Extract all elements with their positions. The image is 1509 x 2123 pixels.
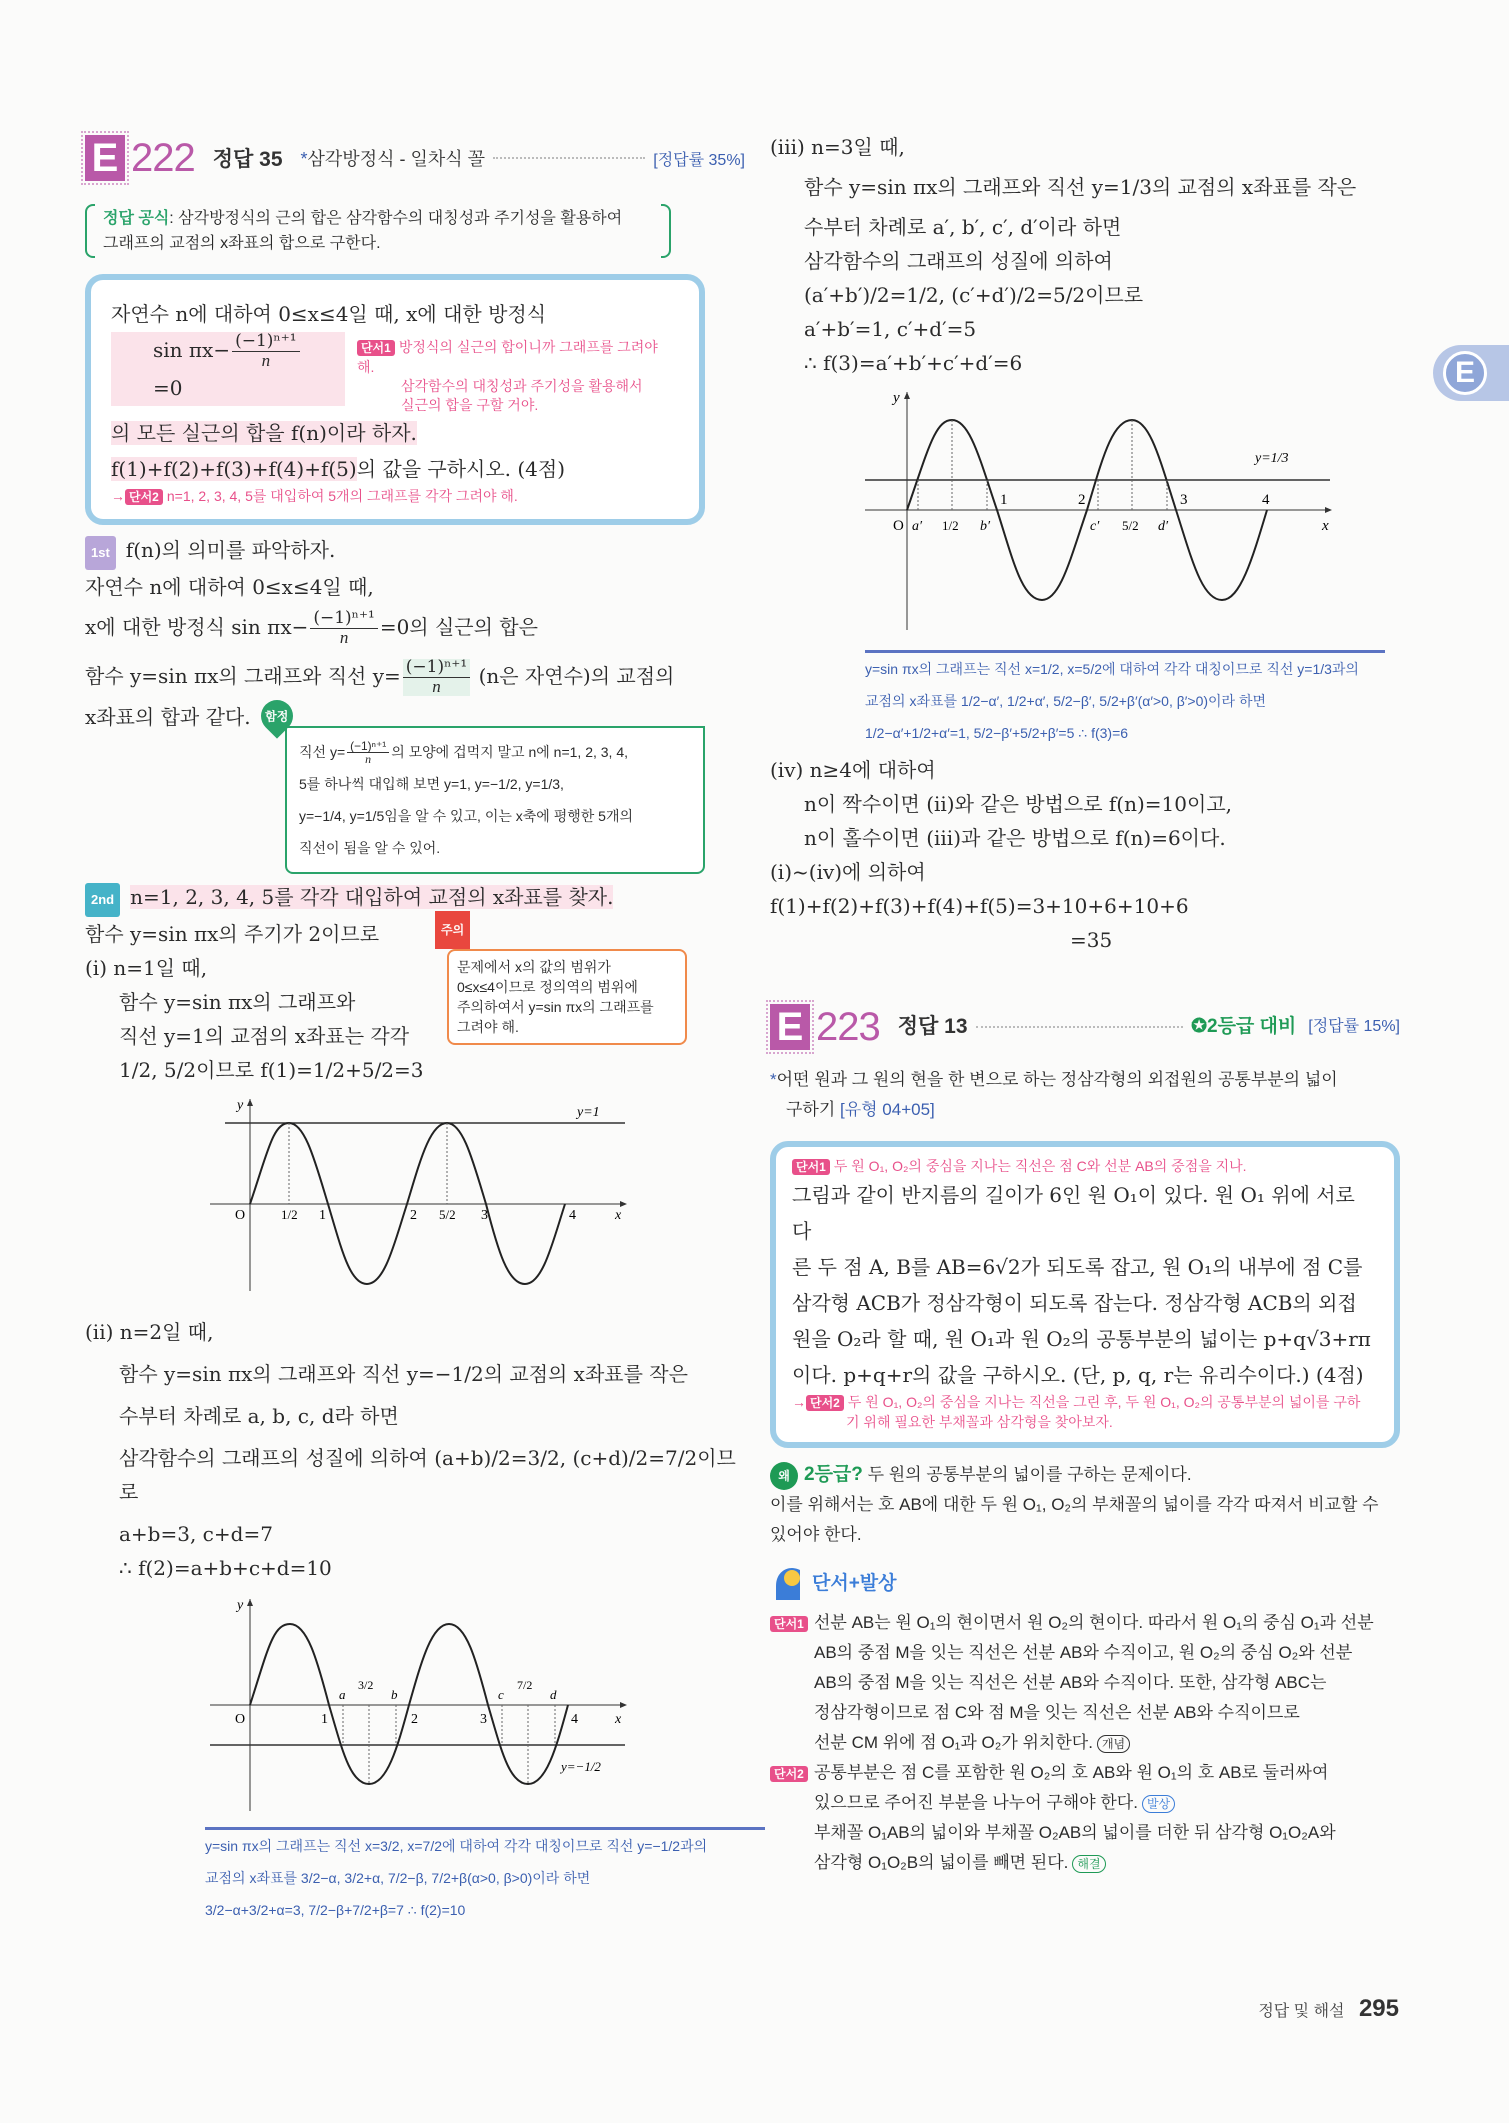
trap-line: 직선 y= xyxy=(299,743,346,760)
clue-title: 단서+발상 xyxy=(812,1573,897,1594)
explanation-line: 교점의 x좌표를 1/2−α′, 1/2+α′, 5/2−β′, 5/2+β′(α′>0, β′>0)이라 하면 xyxy=(865,693,1267,709)
left-column xyxy=(85,130,745,1926)
clue-line: 부채꼴 O₁AB의 넓이와 부채꼴 O₂AB의 넓이를 더한 뒤 삼각형 O₁O₂A와 xyxy=(814,1823,1336,1842)
tick-label: 1 xyxy=(1000,492,1008,508)
step-1-line: x에 대한 방정식 sin πx− xyxy=(85,615,309,639)
problem-line: 삼각형 ACB가 정삼각형이 되도록 잡는다. 정삼각형 ACB의 외접 xyxy=(792,1291,1357,1315)
case-3-explanation xyxy=(865,650,1385,749)
x-axis-label: x xyxy=(615,1711,622,1727)
trap-line: 의 모양에 겁먹지 말고 n에 n=1, 2, 3, 4, xyxy=(391,743,628,760)
problem-badge: E xyxy=(85,135,125,181)
case-3-line: a′+b′=1, c′+d′=5 xyxy=(804,317,977,341)
tick-label: 2 xyxy=(411,1711,418,1727)
case-4-line: n이 홀수이면 (iii)과 같은 방법으로 f(n)=6이다. xyxy=(804,826,1226,850)
tick-label: a′ xyxy=(912,519,923,534)
clue-line: 있으므로 주어진 부분을 나누어 구해야 한다. xyxy=(814,1793,1138,1812)
frac-den: n xyxy=(339,628,349,647)
answer-label: 정답 13 xyxy=(897,1015,968,1038)
case-3-line: 삼각함수의 그래프의 성질에 의하여 xyxy=(804,249,1113,273)
problem-line: 원을 O₂라 할 때, 원 O₁과 원 O₂의 공통부분의 넓이는 p+q√3+rπ xyxy=(792,1327,1371,1351)
origin-label: O xyxy=(893,518,904,534)
tick-label: 1/2 xyxy=(942,518,959,533)
tick-label: b′ xyxy=(980,519,991,534)
why-text: 있어야 한다. xyxy=(770,1525,862,1544)
type-ref-link[interactable]: [유형 04+05] xyxy=(840,1100,935,1119)
y-axis-label: y xyxy=(893,390,900,406)
caution-line: 주의하여서 y=sin πx의 그래프를 xyxy=(457,998,654,1015)
tick-label: 4 xyxy=(569,1207,576,1223)
clue-1-tag: 단서1 xyxy=(770,1616,808,1632)
tick-label: 3/2 xyxy=(358,1677,374,1692)
eq-fraction xyxy=(232,333,299,370)
problem-line-1: 자연수 n에 대하여 0≤x≤4일 때, x에 대한 방정식 xyxy=(111,302,547,326)
hint-2-text: n=1, 2, 3, 4, 5를 대입하여 5개의 그래프를 각각 그려야 해. xyxy=(166,488,518,504)
hint-1 xyxy=(357,332,679,415)
page-footer xyxy=(1258,1995,1399,2023)
step-1-line: (n은 자연수)의 교점의 xyxy=(472,663,675,688)
case-2-line: 삼각함수의 그래프의 성질에 의하여 (a+b)/2=3/2, (c+d)/2=7/2이므로 xyxy=(119,1445,736,1504)
eq-lhs: sin πx− xyxy=(153,338,231,362)
graph-n2 xyxy=(205,1589,645,1819)
tick-label: 5/2 xyxy=(1122,518,1139,533)
step-1 xyxy=(85,533,745,874)
eq-rhs: =0 xyxy=(153,375,183,400)
trap-tag: 함정 xyxy=(265,708,289,723)
clue-line: 선분 CM 위에 점 O₁과 O₂가 위치한다. xyxy=(814,1733,1093,1752)
case-3-head: (iii) n=3일 때, xyxy=(770,135,905,159)
explanation-line: 1/2−α′+1/2+α′=1, 5/2−β′+5/2+β′=5 ∴ f(3)=6 xyxy=(865,725,1129,741)
dotted-leader xyxy=(493,157,645,159)
explanation-line: y=sin πx의 그래프는 직선 x=3/2, x=7/2에 대하여 각각 대칭이므로 직선 y=−1/2과의 xyxy=(205,1837,708,1854)
hint-2-tag: 단서2 xyxy=(806,1395,844,1411)
formula-label: 정답 공식 xyxy=(103,210,170,227)
explanation-line: 3/2−α+3/2+α=3, 7/2−β+7/2+β=7 ∴ f(2)=10 xyxy=(205,1901,466,1918)
idea-tag: 발상 xyxy=(1142,1795,1175,1813)
problem-line: 이다. p+q+r의 값을 구하시오. (단, p, q, r는 유리수이다.) (4점) xyxy=(792,1363,1364,1387)
tick-label: 3 xyxy=(481,1207,488,1223)
why-title: 2등급? xyxy=(804,1464,863,1485)
y-axis-label: y xyxy=(237,1597,244,1613)
problem-number: 222 xyxy=(131,135,195,180)
hint-1-text: 두 원 O₁, O₂의 중심을 지나는 직선은 점 C와 선분 AB의 중점을 지나. xyxy=(833,1158,1247,1174)
case-3-line: (a′+b′)/2=1/2, (c′+d′)/2=5/2이므로 xyxy=(804,283,1144,307)
page-number: 295 xyxy=(1358,1995,1399,2022)
summary-text: 구하기 xyxy=(786,1100,836,1119)
explanation-line: 교점의 x좌표를 3/2−α, 3/2+α, 7/2−β, 7/2+β(α>0, β>0)이라 하면 xyxy=(205,1869,591,1886)
problem-sum-expression: f(1)+f(2)+f(3)+f(4)+f(5) xyxy=(111,457,357,481)
why-text: 이를 위해서는 호 AB에 대한 두 원 O₁, O₂의 부채꼴의 넓이를 각각 따져서 비교할 수 xyxy=(770,1495,1379,1514)
problem-223-summary xyxy=(770,1065,1400,1125)
hint-2-text: 기 위해 필요한 부채꼴과 삼각형을 찾아보자. xyxy=(846,1414,1113,1430)
tick-label: 1 xyxy=(321,1711,328,1727)
why-grade-2 xyxy=(770,1460,1400,1550)
star-icon: * xyxy=(300,149,308,169)
clue-line: 선분 AB는 원 O₁의 현이면서 원 O₂의 현이다. 따라서 원 O₁의 중심 O₁과 선분 xyxy=(814,1613,1374,1632)
tick-label: c xyxy=(498,1686,504,1702)
lightbulb-head-icon xyxy=(770,1566,804,1602)
case-1-line: 1/2, 5/2이므로 f(1)=1/2+5/2=3 xyxy=(119,1057,424,1082)
section-tab-e[interactable] xyxy=(1433,345,1509,401)
case-1-head: (i) n=1일 때, xyxy=(85,955,208,980)
concept-tag: 개념 xyxy=(1097,1735,1130,1753)
case-2-line: a+b=3, c+d=7 xyxy=(119,1521,273,1546)
tick-label: 7/2 xyxy=(517,1677,533,1692)
footer-label: 정답 및 해설 xyxy=(1258,2003,1345,2020)
graph-n1 xyxy=(205,1091,645,1291)
why-badge-icon: 왜 xyxy=(770,1462,798,1490)
formula-text-2: 그래프의 교점의 x좌표의 합으로 구한다. xyxy=(103,235,381,252)
caution-flag: 주의 xyxy=(435,911,470,949)
caution-line: 0≤x≤4이므로 정의역의 범위에 xyxy=(457,978,638,995)
why-text: 두 원의 공통부분의 넓이를 구하는 문제이다. xyxy=(862,1465,1192,1484)
x-axis-label: x xyxy=(615,1207,622,1223)
graph-n3 xyxy=(860,380,1340,640)
tick-label: b xyxy=(391,1686,398,1702)
trap-line: 직선이 됨을 알 수 있어. xyxy=(299,839,441,856)
frac-num: (−1)ⁿ⁺¹ xyxy=(310,610,377,629)
case-2-line: 수부터 차례로 a, b, c, d라 하면 xyxy=(119,1403,399,1428)
line-label: y=1/3 xyxy=(1255,451,1289,466)
problem-number: 223 xyxy=(816,1005,880,1049)
trap-callout xyxy=(285,726,705,874)
tick-label: 1/2 xyxy=(281,1206,298,1222)
eq-den: n xyxy=(261,351,271,370)
tick-label: 1 xyxy=(319,1207,326,1223)
case-2-line: 함수 y=sin πx의 그래프와 직선 y=−1/2의 교점의 x좌표를 작은 xyxy=(119,1361,688,1386)
clue-line: AB의 중점 M을 잇는 직선은 선분 AB와 수직이고, 원 O₂의 중심 O₂와 선분 xyxy=(814,1643,1353,1662)
answer-formula-box xyxy=(85,204,685,258)
x-axis-label: x xyxy=(1322,518,1329,534)
tick-label: 3 xyxy=(480,1711,487,1727)
problem-line: 른 두 점 A, B를 AB=6√2가 되도록 잡고, 원 O₁의 내부에 점 C를 xyxy=(792,1255,1363,1279)
problem-line-4-tail: 의 값을 구하시오. (4점) xyxy=(356,457,566,481)
step-1-line: x좌표의 합과 같다. xyxy=(85,704,251,729)
clue-2-tag: 단서2 xyxy=(770,1766,808,1782)
frac-num: (−1)ⁿ⁺¹ xyxy=(403,659,470,678)
star-icon: * xyxy=(770,1070,777,1089)
hint-1-line: 삼각함수의 대칭성과 주기성을 활용해서 xyxy=(400,378,643,394)
step-1-title: f(n)의 의미를 파악하자. xyxy=(125,538,336,562)
case-3-line: 수부터 차례로 a′, b′, c′, d′이라 하면 xyxy=(804,215,1122,239)
step-1-line: 함수 y=sin πx의 그래프와 직선 y= xyxy=(85,663,401,688)
origin-label: O xyxy=(235,1711,246,1727)
caution-callout xyxy=(447,949,687,1045)
tick-label: c′ xyxy=(1090,519,1100,534)
problem-line-3: 의 모든 실근의 합을 f(n)이라 하자. xyxy=(111,421,417,445)
line-label: y=−1/2 xyxy=(561,1758,601,1774)
hint-1-tag: 단서1 xyxy=(792,1159,830,1175)
tick-label: 3 xyxy=(1180,492,1188,508)
hint-2: → 단서2 n=1, 2, 3, 4, 5를 대입하여 5개의 그래프를 각각 그려야 해. xyxy=(111,488,518,504)
tick-label: 5/2 xyxy=(439,1206,456,1222)
y-axis-label: y xyxy=(237,1097,244,1113)
topic-text: 삼각방정식 - 일차식 꼴 xyxy=(307,149,486,169)
step-2-tag: 2nd xyxy=(85,883,120,917)
right-column xyxy=(770,130,1400,1878)
step-1-line: =0의 실근의 합은 xyxy=(379,615,538,639)
trap-line: y=−1/4, y=1/5임을 알 수 있고, 이는 x축에 평행한 5개의 xyxy=(299,807,633,824)
hint-1-line: 실근의 합을 구할 거야. xyxy=(400,397,539,413)
clue-line: AB의 중점 M을 잇는 직선은 선분 AB와 수직이다. 또한, 삼각형 ABC는 xyxy=(814,1673,1327,1692)
step-1-line: 자연수 n에 대하여 0≤x≤4일 때, xyxy=(85,575,374,599)
clue-line: 삼각형 O₁O₂B의 넓이를 빼면 된다. xyxy=(814,1853,1069,1872)
hint-2-text: 두 원 O₁, O₂의 중심을 지나는 직선을 그린 후, 두 원 O₁, O₂의 공통부분의 넓이를 구하 xyxy=(847,1394,1361,1410)
clue-line: 정삼각형이므로 점 C와 점 M을 잇는 직선은 선분 AB와 수직이므로 xyxy=(814,1703,1300,1722)
problem-line: 그림과 같이 반지름의 길이가 6인 원 O₁이 있다. 원 O₁ 위에 서로 다 xyxy=(792,1183,1355,1243)
eq-num: (−1)ⁿ⁺¹ xyxy=(232,333,299,352)
case-3-line: ∴ f(3)=a′+b′+c′+d′=6 xyxy=(804,351,1023,375)
step-2-title: n=1, 2, 3, 4, 5를 각각 대입하여 교점의 x좌표를 찾자. xyxy=(130,884,614,909)
tick-label: 4 xyxy=(571,1711,578,1727)
topic-label xyxy=(301,145,486,171)
trap-line: 5를 하나씩 대입해 보면 y=1, y=−1/2, y=1/3, xyxy=(299,775,564,792)
frac-num: (−1)ⁿ⁺¹ xyxy=(347,740,389,754)
step-1-tag: 1st xyxy=(85,536,116,570)
step-2-line: 함수 y=sin πx의 주기가 2이므로 xyxy=(85,921,380,946)
dotted-leader xyxy=(976,1026,1184,1028)
problem-223-header xyxy=(770,999,1400,1055)
hint-1-line: 방정식의 실근의 합이니까 그래프를 그려야 해. xyxy=(356,339,658,375)
case-4-line: n이 짝수이면 (ii)와 같은 방법으로 f(n)=10이고, xyxy=(804,792,1232,816)
hint-1-tag: 단서1 xyxy=(357,340,395,356)
case-2-line: ∴ f(2)=a+b+c+d=10 xyxy=(119,1555,332,1580)
correct-rate: [정답률 35%] xyxy=(653,151,745,169)
correct-rate: [정답률 15%] xyxy=(1308,1018,1400,1035)
solve-tag: 해결 xyxy=(1072,1855,1105,1873)
tick-label: a xyxy=(339,1686,346,1702)
case-2-explanation xyxy=(205,1827,765,1926)
problem-badge: E xyxy=(770,1004,810,1050)
hint-2-tag: 단서2 xyxy=(125,489,163,505)
summary-text: 어떤 원과 그 원의 현을 한 변으로 하는 정삼각형의 외접원의 공통부분의 넓이 xyxy=(776,1070,1338,1089)
caution-note xyxy=(435,910,687,1045)
conclusion-result: =35 xyxy=(1070,928,1113,952)
tick-label: 2 xyxy=(1078,492,1086,508)
clue-line: 공통부분은 점 C를 포함한 원 O₂의 호 AB와 원 O₁의 호 AB로 둘러싸여 xyxy=(814,1763,1329,1782)
case-3-line: 함수 y=sin πx의 그래프와 직선 y=1/3의 교점의 x좌표를 작은 xyxy=(804,175,1357,199)
clue-idea-header xyxy=(770,1566,1400,1602)
frac-den: n xyxy=(432,676,441,696)
caution-line: 문제에서 x의 값의 범위가 xyxy=(457,958,611,975)
tick-label: 2 xyxy=(410,1207,417,1223)
section-e-icon: E xyxy=(1443,351,1487,395)
answer-label: 정답 35 xyxy=(212,148,283,171)
origin-label: O xyxy=(235,1207,246,1223)
tick-label: d′ xyxy=(1158,519,1169,534)
conclusion-line: (i)~(iv)에 의하여 xyxy=(770,860,926,884)
step-2 xyxy=(85,880,745,1926)
problem-222-box xyxy=(85,274,705,525)
tick-label: d xyxy=(550,1686,557,1702)
conclusion-line: f(1)+f(2)+f(3)+f(4)+f(5)=3+10+6+10+6 xyxy=(770,894,1189,918)
explanation-line: y=sin πx의 그래프는 직선 x=1/2, x=5/2에 대하여 각각 대칭이므로 직선 y=1/3과의 xyxy=(865,661,1359,677)
case-1-line: 직선 y=1의 교점의 x좌표는 각각 xyxy=(119,1023,410,1048)
tick-label: 4 xyxy=(1262,492,1270,508)
grade-label: ✪2등급 대비 xyxy=(1191,1016,1297,1037)
frac-den: n xyxy=(365,752,372,767)
case-4-head: (iv) n≥4에 대하여 xyxy=(770,758,936,782)
problem-223-box: 단서1 두 원 O₁, O₂의 중심을 지나는 직선은 점 C와 선분 AB의 중점을 지나. 그림과 같이 반지름의 길이가 6인 원 O₁이 있다. 원 O₁ 위에 서로 다 른 두 점 A, B를 AB=6√2가 되도록 잡고, 원 O₁의 내부에 점 C를 삼각형 ACB가 정삼각형이 되도록 잡는다. 정삼각형 ACB의 외접 원을 O₂라 할 때, 원 O₁과 원 O₂의 공통부분의 넓이는 p+q√3+rπ 이다. p+q+r의 값을 구하시오. (단, p, q, r는 유리수이다.) (4점) → 단서2 두 원 O₁, O₂의 중심을 지나는 직선을 그린 후, 두 원 O₁, O₂의 공통부분의 넓이를 구하 기 위해 필요한 부채꼴과 삼각형을 찾아보자. xyxy=(770,1141,1400,1448)
equation xyxy=(111,332,345,406)
problem-222-header xyxy=(85,130,745,186)
case-1-line: 함수 y=sin πx의 그래프와 xyxy=(119,989,356,1014)
line-label: y=1 xyxy=(577,1104,600,1120)
clue-section xyxy=(770,1608,1400,1878)
formula-text: : 삼각방정식의 근의 합은 삼각함수의 대칭성과 주기성을 활용하여 xyxy=(169,210,623,227)
case-2-head: (ii) n=2일 때, xyxy=(85,1319,214,1344)
caution-line: 그려야 해. xyxy=(457,1018,519,1035)
